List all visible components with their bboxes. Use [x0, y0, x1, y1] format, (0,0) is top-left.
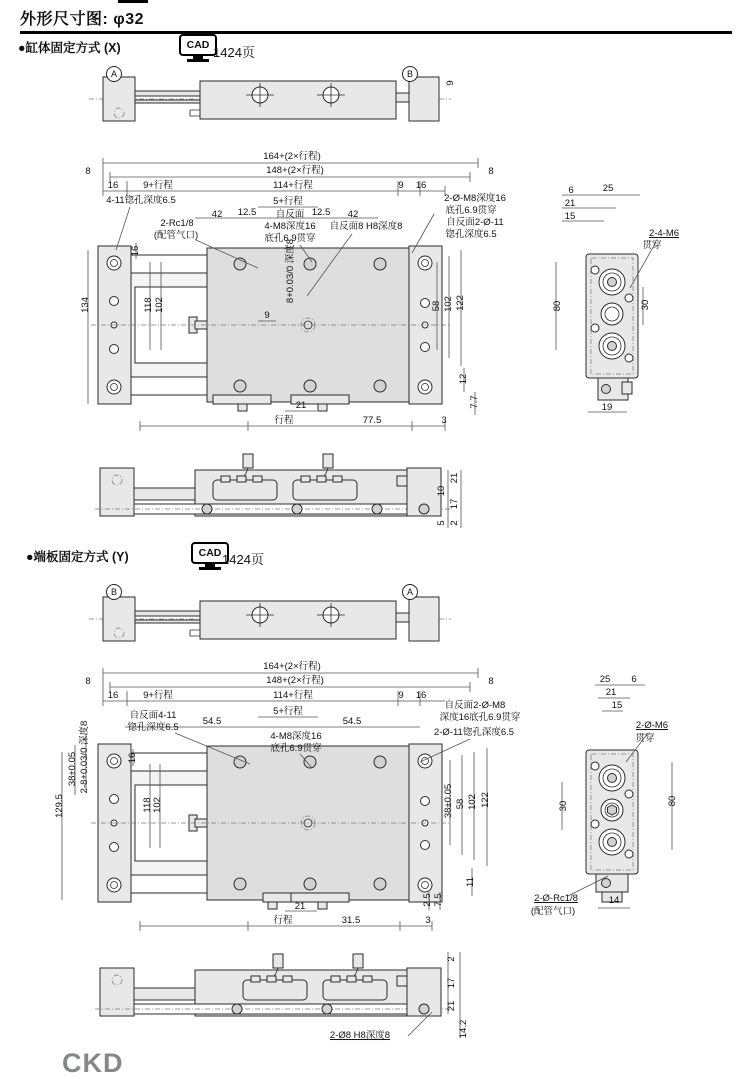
dim-label: 114+行程 — [273, 690, 313, 702]
dim-label: 21 — [605, 687, 617, 699]
dim-label: 7.5 — [433, 893, 445, 907]
dim-label: 54.5 — [202, 716, 222, 728]
dim-label: 38±0.05 — [443, 783, 455, 819]
page-title: 外形尺寸图: φ32 — [20, 11, 145, 28]
dim-label: 54.5 — [342, 716, 362, 728]
dim-label: 16 — [415, 690, 427, 702]
dim-label: 2-Ø-Rc1/8 — [534, 893, 578, 905]
dim-label: 16 — [107, 180, 119, 192]
dim-label: 8 — [85, 166, 91, 178]
dim-label: 9 — [398, 180, 404, 192]
view-marker-b: B — [106, 584, 122, 600]
dim-label: 5+行程 — [273, 196, 303, 208]
dim-label: 行程 — [273, 915, 293, 927]
dim-label: 9+行程 — [143, 690, 173, 702]
dim-label: 148+(2×行程) — [266, 165, 324, 177]
dim-label: 12.5 — [237, 207, 257, 219]
dim-label: 12.5 — [311, 207, 331, 219]
view-marker-a: A — [402, 584, 418, 600]
dim-label: 58 — [431, 300, 443, 312]
dim-label: 2-Ø-M8深度16 — [444, 193, 506, 205]
cad-page-ref-x: 1424页 — [213, 45, 255, 60]
dim-label: 122 — [455, 295, 467, 311]
cad-icon-label: CAD — [198, 547, 222, 559]
dim-label: 贯穿 — [635, 733, 655, 745]
dim-label: 6 — [631, 674, 637, 686]
dim-label: 21 — [446, 1000, 458, 1012]
dim-label: 贯穿 — [642, 240, 662, 252]
dim-label: 9 — [445, 80, 457, 86]
ckd-logo: CKD — [62, 1048, 124, 1078]
dim-label: 9 — [398, 690, 404, 702]
dim-label: 17 — [449, 498, 461, 510]
dim-label: 2 — [446, 956, 458, 962]
dim-label: 80 — [552, 300, 564, 312]
dim-label: 2-8+0.03/0 深度8 — [79, 720, 91, 794]
dim-label: 4-11锪孔深度6.5 — [106, 195, 176, 207]
cad-icon-label: CAD — [186, 39, 210, 51]
dim-label: 自反面8 H8深度8 — [329, 221, 403, 233]
dim-label: 134 — [80, 297, 92, 313]
dim-label: 8+0.03/0 深度8 — [285, 238, 297, 304]
dim-label: 25 — [599, 674, 611, 686]
dim-label: 12 — [458, 373, 470, 385]
dim-label: (配管气口) — [153, 230, 199, 242]
dim-label: 30 — [640, 299, 652, 311]
dim-label: 164+(2×行程) — [263, 661, 321, 673]
dim-label: 2-Ø8 H8深度8 — [329, 1030, 391, 1042]
dim-label: 102 — [467, 794, 479, 810]
view-marker-b: B — [402, 66, 418, 82]
dim-label: 25 — [602, 183, 614, 195]
dim-label: 21 — [295, 400, 307, 412]
dim-label: 自反面2-Ø-11 — [446, 217, 504, 229]
dim-label: 38±0.05 — [67, 751, 79, 787]
dim-label: 9 — [264, 310, 270, 322]
dim-label: 2.5 — [422, 893, 434, 907]
dim-label: 114+行程 — [273, 180, 313, 192]
dim-label: 118 — [143, 297, 155, 313]
dim-label: 15 — [611, 700, 623, 712]
dim-label: 122 — [480, 792, 492, 808]
dim-label: 129.5 — [54, 794, 66, 818]
dim-label: 自反面2-Ø-M8 — [444, 700, 506, 712]
dim-label: 6 — [568, 185, 574, 197]
dim-label: 58 — [455, 798, 467, 810]
dim-label: 5+行程 — [273, 706, 303, 718]
dim-label: 底孔6.9贯穿 — [270, 743, 322, 755]
dim-label: 底孔6.9贯穿 — [445, 205, 497, 217]
dim-label: 9+行程 — [143, 180, 173, 192]
dim-label: 5 — [436, 520, 448, 526]
dim-label: 8 — [85, 676, 91, 688]
dim-label: (配管气口) — [530, 906, 576, 918]
dim-label: 8 — [488, 166, 494, 178]
section-heading-x: ●缸体固定方式 (X) — [18, 41, 121, 55]
dim-label: 7.7 — [469, 395, 481, 409]
dim-label: 锪孔深度6.5 — [127, 722, 179, 734]
dim-label: 4-M8深度16 — [264, 221, 316, 233]
dim-label: 102 — [152, 797, 164, 813]
dim-label: 42 — [347, 209, 359, 221]
dim-label: 102 — [443, 296, 455, 312]
section-heading-y: ●端板固定方式 (Y) — [26, 550, 129, 564]
dim-label: 2-4-M6 — [648, 228, 680, 240]
dim-label: 自反面 — [275, 209, 305, 221]
dim-label: 19 — [601, 402, 613, 414]
dim-label: 31.5 — [341, 915, 361, 927]
dim-label: 自反面4-11 — [129, 710, 177, 722]
dim-label: 80 — [667, 795, 679, 807]
dim-label: 16 — [107, 690, 119, 702]
dim-label: 16 — [127, 752, 139, 764]
dim-label: 3 — [441, 415, 447, 427]
dim-label: 2-Rc1/8 — [160, 218, 194, 230]
dim-label: 8 — [488, 676, 494, 688]
dim-label: 16 — [415, 180, 427, 192]
dim-label: 21 — [294, 901, 306, 913]
dim-label: 11 — [465, 877, 477, 887]
dim-label: 102 — [154, 297, 166, 313]
dim-label: 17 — [446, 977, 458, 989]
dim-label: 2-Ø-11锪孔深度6.5 — [433, 727, 515, 739]
view-marker-a: A — [106, 66, 122, 82]
dim-label: 锪孔深度6.5 — [445, 229, 497, 241]
dim-label: 底孔6.9贯穿 — [264, 233, 316, 245]
dim-label: 16 — [130, 245, 142, 257]
dim-label: 深度16底孔6.9贯穿 — [439, 712, 521, 724]
dim-label: 77.5 — [362, 415, 382, 427]
dim-label: 行程 — [274, 415, 294, 427]
dim-label: 30 — [558, 800, 570, 812]
dim-label: 14.2 — [458, 1019, 470, 1039]
dim-label: 21 — [564, 198, 576, 210]
dim-label: 3 — [425, 915, 431, 927]
dim-label: 2 — [449, 520, 461, 526]
dim-label: 4-M8深度16 — [270, 731, 322, 743]
dim-label: 164+(2×行程) — [263, 151, 321, 163]
dim-label: 2-Ø-M6 — [635, 720, 669, 732]
dim-label: 21 — [449, 472, 461, 484]
dim-label: 14 — [608, 895, 620, 907]
dim-label: 42 — [211, 209, 223, 221]
dim-label: 10 — [436, 485, 448, 497]
dim-label: 118 — [142, 797, 154, 813]
dim-label: 15 — [564, 211, 576, 223]
cad-page-ref-y: 1424页 — [222, 552, 264, 567]
dim-label: 148+(2×行程) — [266, 675, 324, 687]
